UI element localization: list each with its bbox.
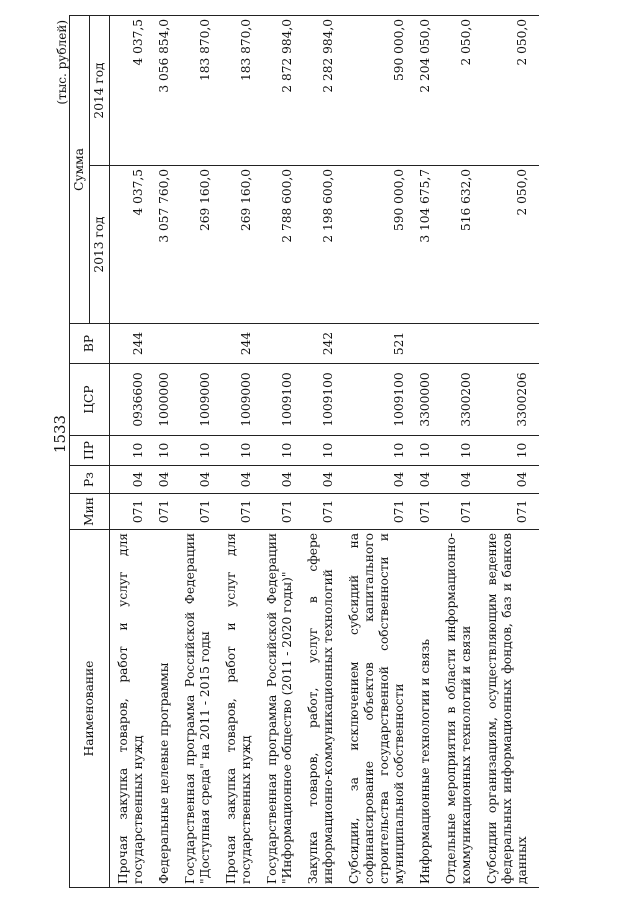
row-sum-2013: 269 160,0: [222, 166, 263, 324]
row-min: 071: [304, 494, 345, 530]
header-pr: ПР: [70, 436, 110, 466]
row-sum-2014: 2 050,0: [483, 15, 539, 165]
row-pr: 10: [442, 436, 483, 466]
page-number: 1533: [51, 414, 69, 454]
table-row: [304, 15, 345, 887]
row-sum-2013: 2 050,0: [483, 166, 539, 324]
row-vr: 244: [110, 324, 156, 364]
row-csr: 1009100: [304, 364, 345, 436]
row-vr: 521: [345, 324, 416, 364]
header-2013: 2013 год: [90, 166, 110, 324]
row-name: Государственная программа Российской Федерации "Доступная среда" на 2011 - 2015 годы: [181, 530, 222, 888]
row-min: 071: [483, 494, 539, 530]
row-min: 071: [263, 494, 304, 530]
row-csr: 1009100: [345, 364, 416, 436]
row-vr: 242: [304, 324, 345, 364]
header-min: Мин: [70, 494, 110, 530]
row-csr: 1009000: [222, 364, 263, 436]
row-vr: [181, 324, 222, 364]
row-rz: 04: [442, 466, 483, 494]
row-sum-2013: 2 198 600,0: [304, 166, 345, 324]
row-sum-2014: 590 000,0: [345, 15, 416, 165]
row-pr: 10: [304, 436, 345, 466]
row-pr: 10: [155, 436, 181, 466]
row-vr: 244: [222, 324, 263, 364]
row-vr: [416, 324, 442, 364]
row-sum-2013: 590 000,0: [345, 166, 416, 324]
table-row: [110, 15, 156, 887]
row-vr: [442, 324, 483, 364]
row-csr: 3300200: [442, 364, 483, 436]
table-row: [222, 15, 263, 887]
row-rz: 04: [304, 466, 345, 494]
row-min: 071: [110, 494, 156, 530]
table-row: [263, 15, 304, 887]
row-rz: 04: [416, 466, 442, 494]
rotated-page: [55, 16, 625, 888]
row-sum-2013: 269 160,0: [181, 166, 222, 324]
row-min: 071: [442, 494, 483, 530]
row-sum-2013: 4 037,5: [110, 166, 156, 324]
table-row: [442, 15, 483, 887]
row-name: Закупка товаров, работ, услуг в сфере информационно-коммуникационных технологий: [304, 530, 345, 888]
table-row: [483, 15, 539, 887]
header-vr: ВР: [70, 324, 110, 364]
row-pr: 10: [222, 436, 263, 466]
row-min: 071: [155, 494, 181, 530]
row-rz: 04: [222, 466, 263, 494]
row-sum-2013: 3 057 760,0: [155, 166, 181, 324]
budget-table: [69, 15, 539, 888]
row-vr: [155, 324, 181, 364]
row-pr: 10: [181, 436, 222, 466]
row-sum-2014: 2 282 984,0: [304, 15, 345, 165]
row-sum-2013: 3 104 675,7: [416, 166, 442, 324]
header-2014: 2014 год: [90, 15, 110, 165]
row-pr: 10: [416, 436, 442, 466]
header-sum: Сумма: [70, 15, 90, 323]
table-row: [416, 15, 442, 887]
table-row: [181, 15, 222, 887]
row-rz: 04: [155, 466, 181, 494]
row-sum-2014: 183 870,0: [181, 15, 222, 165]
header-csr: ЦСР: [70, 364, 110, 436]
row-sum-2014: 2 050,0: [442, 15, 483, 165]
row-rz: 04: [345, 466, 416, 494]
row-sum-2014: 2 204 050,0: [416, 15, 442, 165]
row-csr: 1009000: [181, 364, 222, 436]
table-row: [155, 15, 181, 887]
row-sum-2014: 2 872 984,0: [263, 15, 304, 165]
row-csr: 3300206: [483, 364, 539, 436]
row-sum-2013: 516 632,0: [442, 166, 483, 324]
header-name: Наименование: [70, 530, 110, 888]
row-name: Прочая закупка товаров, работ и услуг для государственных нужд: [222, 530, 263, 888]
row-pr: 10: [345, 436, 416, 466]
header-rz: Рз: [70, 466, 110, 494]
row-csr: 3300000: [416, 364, 442, 436]
row-name: Государственная программа Российской Федерации "Информационное общество (2011 - 2020 годы)": [263, 530, 304, 888]
row-sum-2013: 2 788 600,0: [263, 166, 304, 324]
row-rz: 04: [263, 466, 304, 494]
table-body: [110, 15, 540, 887]
row-min: 071: [345, 494, 416, 530]
row-name: Субсидии, за исключением субсидий на софинансирование объектов капитального строительства государственной собственности и муниципальной собственности: [345, 530, 416, 888]
row-min: 071: [416, 494, 442, 530]
row-rz: 04: [181, 466, 222, 494]
row-sum-2014: 4 037,5: [110, 15, 156, 165]
row-vr: [483, 324, 539, 364]
row-name: Информационные технологии и связь: [416, 530, 442, 888]
row-rz: 04: [110, 466, 156, 494]
row-pr: 10: [263, 436, 304, 466]
row-name: Федеральные целевые программы: [155, 530, 181, 888]
row-name: Прочая закупка товаров, работ и услуг для государственных нужд: [110, 530, 156, 888]
row-min: 071: [222, 494, 263, 530]
row-sum-2014: 3 056 854,0: [155, 15, 181, 165]
row-sum-2014: 183 870,0: [222, 15, 263, 165]
row-name: Отдельные мероприятия в области информационно-коммуникационных технологий и связи: [442, 530, 483, 888]
row-csr: 0936600: [110, 364, 156, 436]
row-vr: [263, 324, 304, 364]
row-min: 071: [181, 494, 222, 530]
row-pr: 10: [483, 436, 539, 466]
row-csr: 1000000: [155, 364, 181, 436]
row-rz: 04: [483, 466, 539, 494]
table-row: [345, 15, 416, 887]
unit-label: (тыс. рублей): [55, 20, 69, 105]
row-name: Субсидии организациям, осуществляющим ведение федеральных информационных фондов, баз и банков данных: [483, 530, 539, 888]
row-pr: 10: [110, 436, 156, 466]
row-csr: 1009100: [263, 364, 304, 436]
